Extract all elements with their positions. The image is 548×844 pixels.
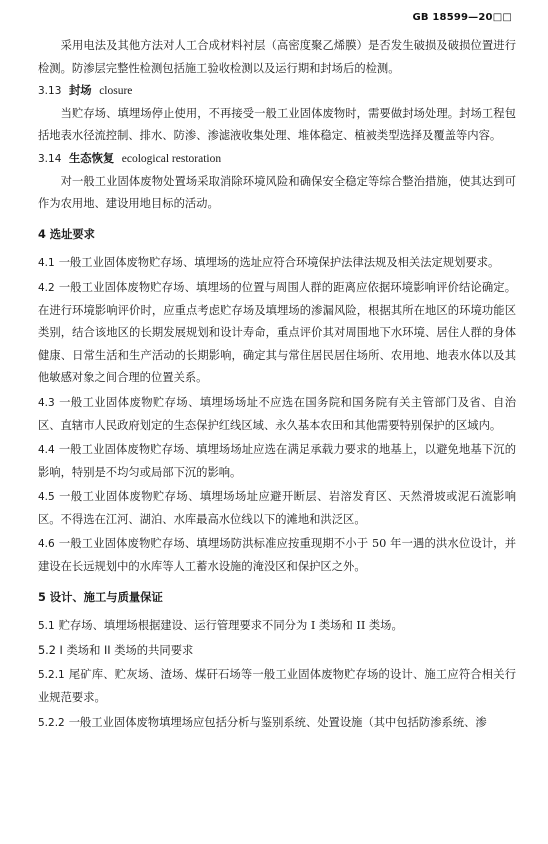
clause-4-5	[38, 486, 516, 531]
term-3-13	[38, 80, 516, 103]
clause-5-2-1	[38, 664, 516, 709]
standard-code-header: GB 18599—20□□	[412, 12, 512, 23]
section-heading-4: 4 选址要求	[38, 227, 95, 241]
clause-text: 贮存场、填埋场根据建设、运行管理要求不同分为 I 类场和 II 类场。	[58, 619, 403, 633]
term-english: ecological restoration	[121, 152, 222, 165]
subsection-heading-5-2: 5.2 I 类场和 II 类场的共同要求	[38, 643, 194, 657]
term-chinese: 生态恢复	[68, 151, 115, 165]
clause-5-2-2	[38, 712, 516, 735]
clause-number: 4.1	[38, 257, 55, 270]
clause-number: 5.1	[38, 620, 55, 633]
clause-4-2	[38, 277, 516, 390]
term-english: closure	[99, 85, 133, 98]
paragraph-3-14: 对一般工业固体废物处置场采取消除环境风险和确保安全稳定等综合整治措施，使其达到可作为农用地、建设用地目标的活动。	[38, 174, 516, 211]
clause-number: 4.5	[38, 491, 55, 504]
clause-text: 一般工业固体废物贮存场、填埋场的选址应符合环境保护法律法规及相关法定规划要求。	[58, 256, 500, 270]
clause-text: 一般工业固体废物填埋场应包括分析与鉴别系统、处置设施（其中包括防渗系统、渗	[68, 715, 487, 729]
clause-text: 一般工业固体废物贮存场、填埋场的位置与周围人群的距离应依据环境影响评价结论确定。在进行环境影响评价时，应重点考虑贮存场及填埋场的渗漏风险，根据其所在地区的环境功能区类别，结合该地区的长期发展规划和设计寿命，重点评价其对周围地下水环境、居住人群的身体健康、日常生活和生产活动的长期影响，确定其与常住居民居住场所、农用地、地表水体以及其他敏感对象之间合理的位置关系。	[38, 280, 516, 385]
paragraph-3-12-cont: 采用电法及其他方法对人工合成材料衬层（高密度聚乙烯膜）是否发生破损及破损位置进行检测。防渗层完整性检测包括施工验收检测以及运行期和封场后的检测。	[38, 39, 516, 75]
term-chinese: 封场	[68, 84, 92, 98]
clause-text: 一般工业固体废物贮存场、填埋场场址不应选在国务院和国务院有关主管部门及省、自治区、直辖市人民政府划定的生态保护红线区域、永久基本农田和其他需要特别保护的区域内。	[38, 395, 516, 432]
clause-5-1	[38, 615, 516, 638]
clause-number: 4.6	[38, 538, 55, 551]
term-3-14	[38, 148, 516, 171]
section-heading-5: 5 设计、施工与质量保证	[38, 590, 163, 604]
clause-text: 一般工业固体废物贮存场、填埋场场址应选在满足承载力要求的地基上，以避免地基下沉的影响，特别是不均匀或局部下沉的影响。	[38, 443, 516, 479]
term-number: 3.14	[38, 152, 62, 165]
clause-text: 一般工业固体废物贮存场、填埋场防洪标准应按重现期不小于 50 年一遇的洪水位设计，并建设在长远规划中的水库等人工蓄水设施的淹没区和保护区之外。	[38, 537, 516, 574]
clause-4-1	[38, 252, 516, 275]
clause-4-6	[38, 533, 516, 578]
clause-number: 4.2	[38, 281, 55, 294]
clause-text: 一般工业固体废物贮存场、填埋场场址应避开断层、岩溶发育区、天然滑坡或泥石流影响区。不得选在江河、湖泊、水库最高水位线以下的滩地和洪泛区。	[38, 490, 516, 526]
document-body	[38, 35, 516, 736]
clause-number: 5.2.2	[38, 716, 65, 729]
clause-4-3	[38, 392, 516, 437]
term-number: 3.13	[38, 85, 62, 98]
paragraph-3-13: 当贮存场、填埋场停止使用，不再接受一般工业固体废物时，需要做封场处理。封场工程包括地表水径流控制、排水、防渗、渗滤液收集处理、堆体稳定、植被类型选择及覆盖等内容。	[38, 106, 516, 143]
clause-4-4	[38, 439, 516, 484]
clause-number: 5.2.1	[38, 669, 65, 682]
clause-number: 4.4	[38, 444, 55, 457]
clause-text: 尾矿库、贮灰场、渣场、煤矸石场等一般工业固体废物贮存场的设计、施工应符合相关行业规范要求。	[38, 668, 516, 705]
clause-number: 4.3	[38, 396, 55, 409]
